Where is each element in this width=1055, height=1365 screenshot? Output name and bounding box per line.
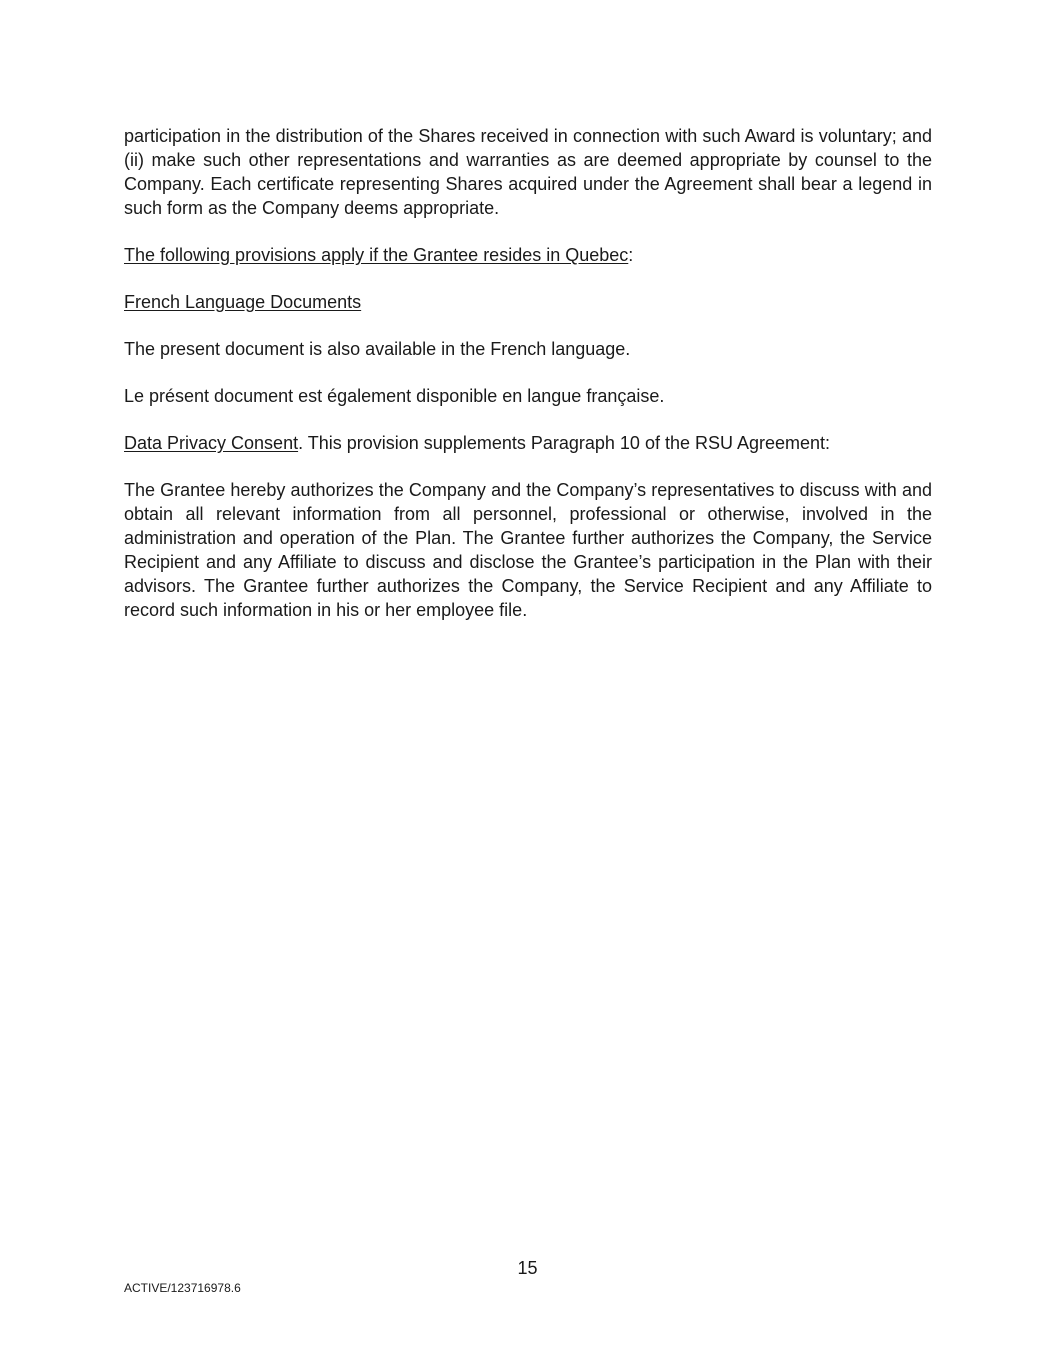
data-privacy-paragraph: The Grantee hereby authorizes the Company and the Company’s representatives to discuss with and obtain all relevant information from all personnel, professional or otherwise, involved in the administration and operation of the Plan. The Grantee further authorizes the Company, the Service Recipient and any Affiliate to discuss and disclose the Grantee’s participation in the Plan with their advisors. The Grantee further authorizes the Company, the Service Recipient and any Affiliate to record such information in his or her employee file.: [124, 480, 932, 620]
french-availability-notice: Le présent document est également disponible en langue française.: [124, 386, 665, 406]
quebec-provisions-line: [124, 243, 932, 267]
document-body: [124, 124, 932, 645]
page-number: 15: [517, 1258, 538, 1278]
intro-paragraph: participation in the distribution of the Shares received in connection with such Award is voluntary; and (ii) make such other representations and warranties as are deemed appropriate by counsel to the Company. Each certificate representing Shares acquired under the Agreement shall bear a legend in such form as the Company deems appropriate.: [124, 126, 932, 218]
document-id: ACTIVE/123716978.6: [124, 1281, 241, 1295]
french-language-line: [124, 290, 932, 314]
quebec-provisions-colon: :: [628, 245, 634, 265]
data-privacy-heading: Data Privacy Consent: [124, 433, 299, 453]
english-availability-notice: The present document is also available in the French language.: [124, 339, 631, 359]
data-privacy-lead: . This provision supplements Paragraph 10 of the RSU Agreement:: [298, 433, 831, 453]
quebec-provisions-heading: The following provisions apply if the Grantee resides in Quebec: [124, 245, 629, 265]
french-language-heading: French Language Documents: [124, 292, 362, 312]
data-privacy-line: [124, 431, 932, 455]
